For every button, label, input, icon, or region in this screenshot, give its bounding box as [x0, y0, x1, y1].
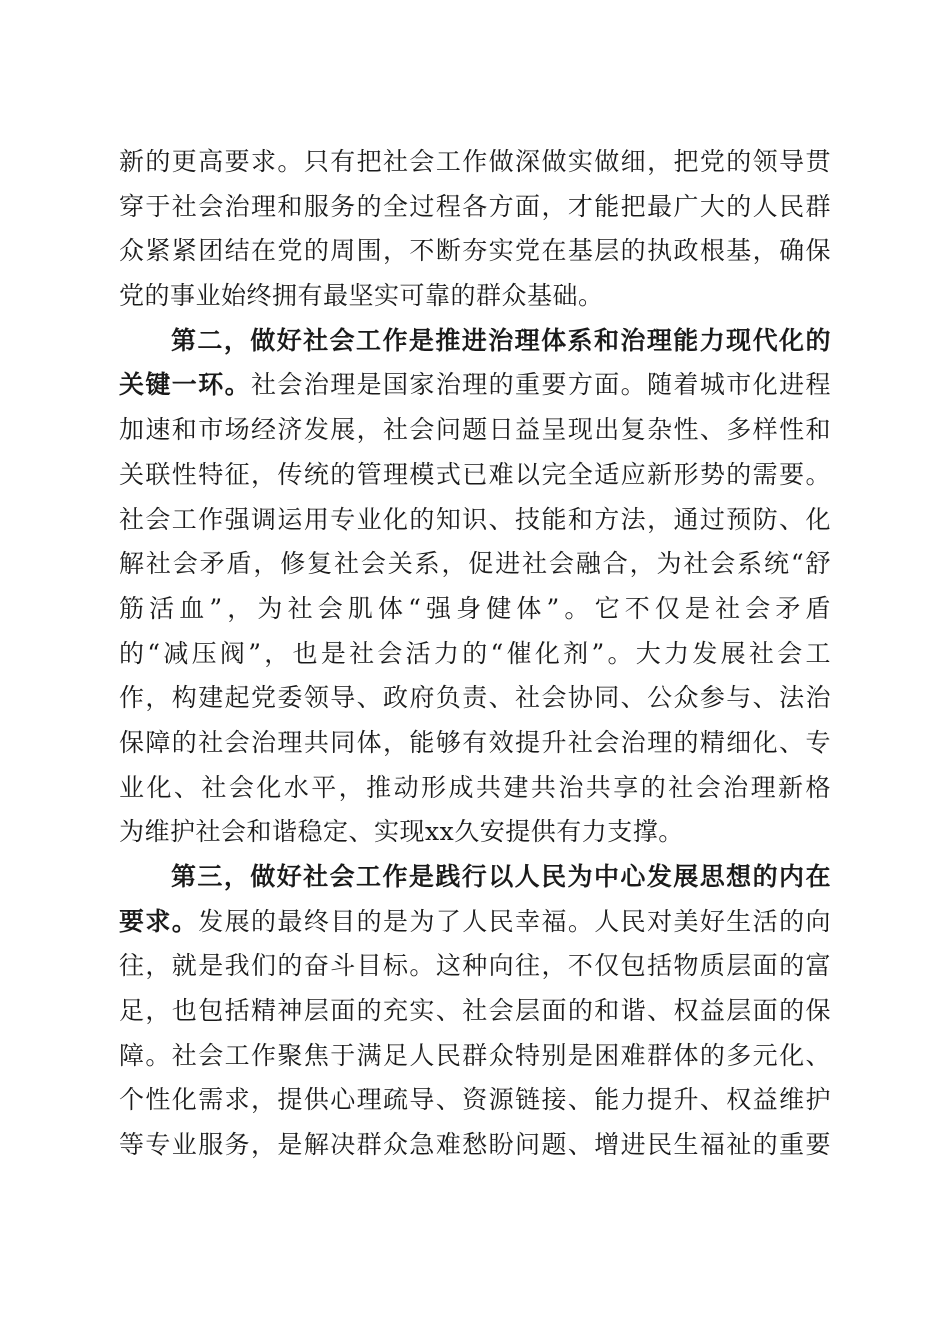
text-line: 关联性特征，传统的管理模式已难以完全适应新形势的需要。: [119, 459, 831, 489]
text-line: 社会工作强调运用专业化的知识、技能和方法，通过预防、化: [119, 504, 831, 534]
text-line: 党的事业始终拥有最坚实可靠的群众基础。: [119, 281, 604, 311]
text-line: 业化、社会化水平，推动形成共建共治共享的社会治理新格: [119, 772, 831, 802]
text-line: 足，也包括精神层面的充实、社会层面的和谐、权益层面的保: [119, 996, 831, 1026]
text-line-rest: 社会治理是国家治理的重要方面。随着城市化进程: [251, 370, 831, 400]
text-line: 穿于社会治理和服务的全过程各方面，才能把最广大的人民群: [119, 191, 831, 221]
paragraph-heading: 第三，做好社会工作是践行以人民为中心发展思想的内在: [171, 862, 831, 891]
text-line: 解社会矛盾，修复社会关系，促进社会融合，为社会系统“舒: [119, 549, 831, 579]
document-body: [119, 140, 831, 1168]
text-line: 新的更高要求。只有把社会工作做深做实做细，把党的领导贯: [119, 147, 831, 176]
paragraph-3: [119, 855, 831, 1168]
text-line: 筋活血”，为社会肌体“强身健体”。它不仅是社会矛盾: [119, 593, 831, 623]
paragraph-heading-end: 关键一环。: [119, 370, 252, 400]
text-line: 障。社会工作聚焦于满足人民群众特别是困难群体的多元化、: [119, 1040, 831, 1070]
paragraph-2: [119, 319, 831, 855]
text-line: 加速和市场经济发展，社会问题日益呈现出复杂性、多样性和: [119, 415, 831, 445]
text-line-rest: 发展的最终目的是为了人民幸福。人民对美好生活的向: [198, 906, 831, 936]
paragraph-heading: 第二，做好社会工作是推进治理体系和治理能力现代化的: [171, 325, 831, 355]
text-line: 为维护社会和谐稳定、实现xx久安提供有力支撑。: [119, 817, 684, 847]
text-line: 等专业服务，是解决群众急难愁盼问题、增进民生福祉的重要: [119, 1130, 831, 1160]
text-line: 众紧紧团结在党的周围，不断夯实党在基层的执政根基，确保: [119, 236, 831, 266]
text-line: [119, 363, 831, 408]
paragraph-1: [119, 140, 831, 319]
text-line: 作，构建起党委领导、政府负责、社会协同、公众参与、法治: [119, 683, 831, 713]
text-line: 的“减压阀”，也是社会活力的“催化剂”。大力发展社会工: [119, 638, 831, 668]
text-line: [119, 900, 831, 945]
text-line: 个性化需求，提供心理疏导、资源链接、能力提升、权益维护: [119, 1085, 831, 1115]
paragraph-heading-end: 要求。: [119, 906, 199, 936]
text-line: 往，就是我们的奋斗目标。这种向往，不仅包括物质层面的富: [119, 951, 831, 981]
text-line: 保障的社会治理共同体，能够有效提升社会治理的精细化、专: [119, 727, 831, 757]
